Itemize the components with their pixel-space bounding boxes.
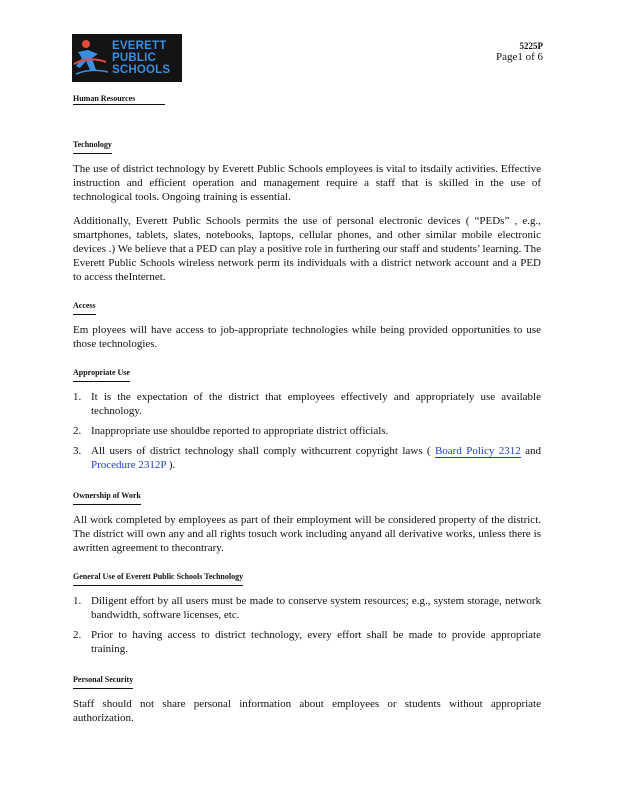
list-number: 2. xyxy=(73,629,82,641)
list-number: 3. xyxy=(73,445,82,457)
general-use-list xyxy=(73,594,541,656)
list-item xyxy=(73,628,541,656)
list-item xyxy=(73,390,541,418)
list-item-text: Diligent effort by all users must be made to conserve system resources; e.g., system storage, network bandwidth, software licenses, etc. xyxy=(91,595,541,621)
paragraph: Em ployees will have access to job-appropriate technologies while being provided opportunities to use those technologies. xyxy=(73,324,541,350)
board-policy-link[interactable]: Board Policy 2312 xyxy=(434,445,521,457)
document-code: 5225P xyxy=(519,41,543,51)
list-item xyxy=(73,424,541,438)
section-heading-personal-security: Personal Security xyxy=(73,673,133,689)
closing-text: ). xyxy=(168,459,176,471)
list-item xyxy=(73,444,541,472)
list-item-text: All users of district technology shall comply withcurrent copyright laws ( xyxy=(91,445,431,457)
logo-line-3: SCHOOLS xyxy=(112,64,171,76)
list-item-text: Inappropriate use shouldbe reported to appropriate district officials. xyxy=(91,425,389,437)
list-item xyxy=(73,594,541,622)
section-heading-ownership: Ownership of Work xyxy=(73,489,141,505)
procedure-link[interactable]: Procedure 2312P xyxy=(91,459,167,471)
department-label: Human Resources xyxy=(73,94,165,105)
document-body xyxy=(73,137,541,725)
list-number: 1. xyxy=(73,595,82,607)
list-number: 1. xyxy=(73,391,82,403)
district-logo xyxy=(72,34,182,82)
section-heading-technology: Technology xyxy=(73,138,112,154)
paragraph: Additionally, Everett Public Schools permits the use of personal electronic devices ( “PEDs” , e.g., smartphones, tablets, slates, notebooks, laptops, cellular phones, and other similar mobile electronic devices .) We believe that a PED can play a positive role in furthering our staff and students’ learning. The Everett Public Schools wireless network perm its individuals with a district network account and a PED to access theInternet. xyxy=(73,215,541,283)
list-item-text: It is the expectation of the district that employees effectively and appropriately use available technology. xyxy=(91,391,541,417)
section-heading-general-use: General Use of Everett Public Schools Technology xyxy=(73,570,243,586)
paragraph: All work completed by employees as part of their employment will be considered property of the district. The district will own any and all rights tosuch work including anyand all derivative works, unless there is awritten agreement to thecontrary. xyxy=(73,514,541,554)
paragraph: Staff should not share personal information about employees or students without appropriate authorization. xyxy=(73,698,541,724)
conjunction-text: and xyxy=(525,445,541,457)
list-number: 2. xyxy=(73,425,82,437)
appropriate-use-list xyxy=(73,390,541,472)
list-item-text: Prior to having access to district technology, every effort shall be made to provide appropriate training. xyxy=(91,629,541,655)
section-heading-appropriate-use: Appropriate Use xyxy=(73,366,130,382)
logo-line-1: EVERETT xyxy=(112,40,167,52)
paragraph: The use of district technology by Everett Public Schools employees is vital to itsdaily activities. Effective instruction and efficient operation and management require a staff that is skilled in the use of technological tools. Ongoing training is essential. xyxy=(73,163,541,203)
logo-figure-icon xyxy=(72,34,112,82)
page-number: Page1 of 6 xyxy=(495,51,543,63)
logo-line-2: PUBLIC xyxy=(112,52,157,64)
section-heading-access: Access xyxy=(73,299,96,315)
